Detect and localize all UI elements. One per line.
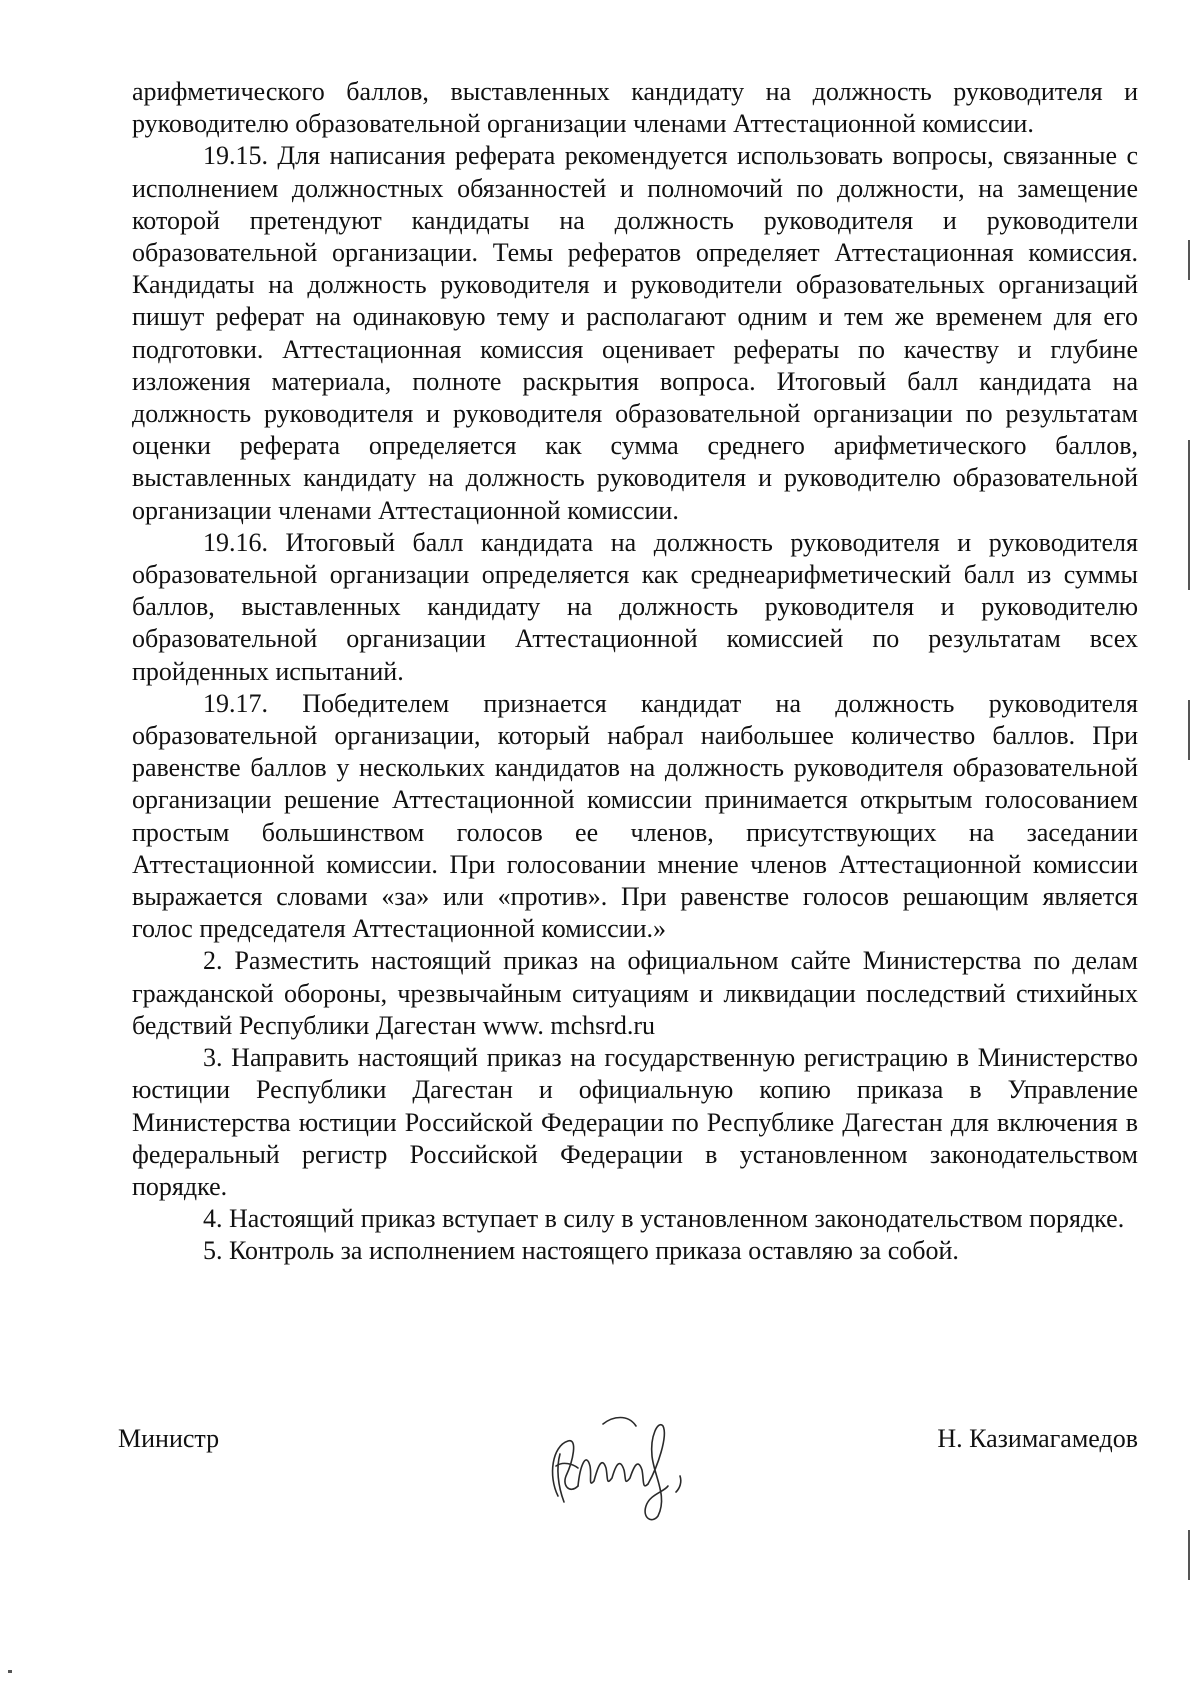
scan-artifact	[1188, 1530, 1190, 1580]
paragraph: 5. Контроль за исполнением настоящего приказа оставляю за собой.	[203, 1236, 959, 1266]
paragraph: арифметического баллов, выставленных кандидату на должность руководителя и руководителю образовательной организации членами Аттестационной комиссии.	[132, 77, 1138, 139]
paragraph: 2. Разместить настоящий приказ на официальном сайте Министерства по делам гражданской обороны, чрезвычайным ситуациям и ликвидации последствий стихийных бедствий Республики Дагестан www. mchsrd.ru	[132, 946, 1138, 1040]
scan-artifact	[1188, 240, 1190, 280]
handwritten-signature	[518, 1406, 718, 1526]
paragraph: 3. Направить настоящий приказ на государственную регистрацию в Министерство юстиции Республики Дагестан и официальную копию приказа в Управление Министерства юстиции Российской Федерации по Республике Дагестан для включения в федеральный регистр Российской Федерации в установленном законодательством порядке.	[132, 1043, 1138, 1201]
paragraph: 19.16. Итоговый балл кандидата на должность руководителя и руководителя образовательной организации определяется как среднеарифметический балл из суммы баллов, выставленных кандидату на должность руководителя и руководителю образовательной организации Аттестационной комиссией по результатам всех пройденных испытаний.	[132, 527, 1138, 686]
scan-artifact	[1188, 700, 1190, 760]
scan-artifact	[1188, 440, 1190, 590]
signatory-title: Министр	[118, 1424, 220, 1453]
scan-artifact	[8, 1670, 12, 1673]
signatory-name: Н. Казимагамедов	[937, 1424, 1138, 1453]
paragraph: 4. Настоящий приказ вступает в силу в установленном законодательством порядке.	[203, 1204, 1125, 1234]
paragraph: 19.15. Для написания реферата рекомендуется использовать вопросы, связанные с исполнением должностных обязанностей и полномочий по должности, на замещение которой претендуют кандидаты на должность руководителя и руководители образовательной организации. Темы рефератов определяет Аттестационная комиссия. Кандидаты на должность руководителя и руководители образовательных организаций пишут реферат на одинаковую тему и располагают одним и тем же временем для его подготовки. Аттестационная комиссия оценивает рефераты по качеству и глубине изложения материала, полноте раскрытия вопроса. Итоговый балл кандидата на должность руководителя и руководителя образовательной организации по результатам оценки реферата определяется как сумма среднего арифметического баллов, выставленных кандидату на должность руководителя и руководителю образовательной организации членами Аттестационной комиссии.	[132, 141, 1138, 525]
signature-block	[118, 1424, 1138, 1544]
document-body	[132, 76, 1138, 1268]
paragraph: 19.17. Победителем признается кандидат на должность руководителя образовательной организации, который набрал наибольшее количество баллов. При равенстве баллов у нескольких кандидатов на должность руководителя образовательной организации решение Аттестационной комиссии принимается открытым голосованием простым большинством голосов ее членов, присутствующих на заседании Аттестационной комиссии. При голосовании мнение членов Аттестационной комиссии выражается словами «за» или «против». При равенстве голосов решающим является голос председателя Аттестационной комиссии.»	[132, 688, 1138, 944]
